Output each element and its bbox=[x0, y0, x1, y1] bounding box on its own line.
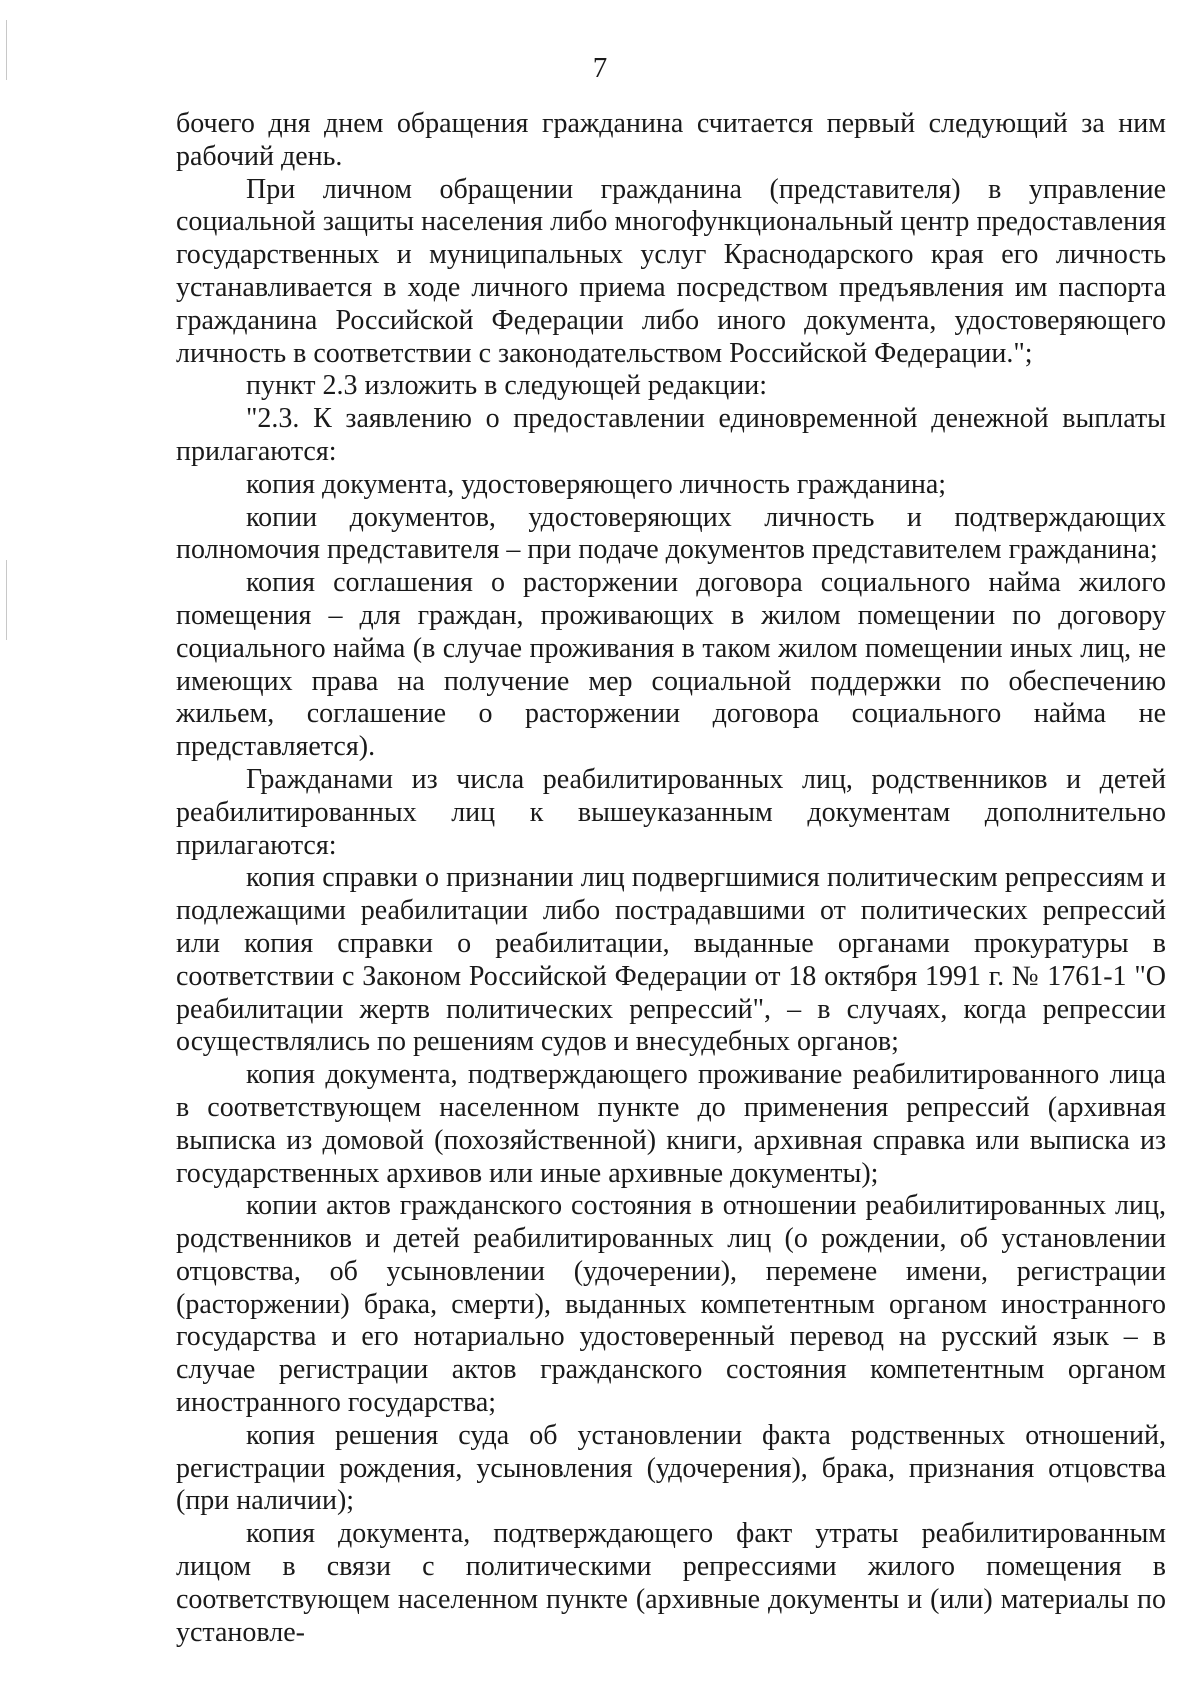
paragraph: копия документа, подтверждающего факт утраты реабилитированным лицом в связи с политическими репрессиями жилого помещения в соответствующем населенном пункте (архивные документы и (или) материалы по установле- bbox=[176, 1518, 1166, 1648]
paragraph: копия соглашения о расторжении договора социального найма жилого помещения – для граждан, проживающих в жилом помещении по договору социального найма (в случае проживания в таком жилом помещении иных лиц, не имеющих права на получение мер социальной поддержки по обеспечению жильем, соглашение о расторжении договора социального найма не представляется). bbox=[176, 567, 1166, 763]
document-body bbox=[176, 108, 1166, 1649]
scan-edge-mark bbox=[6, 560, 7, 640]
paragraph: "2.3. К заявлению о предоставлении единовременной денежной выплаты прилагаются: bbox=[176, 403, 1166, 467]
page-number: 7 bbox=[592, 52, 608, 84]
paragraph: бочего дня днем обращения гражданина считается первый следующий за ним рабочий день. bbox=[176, 108, 1166, 172]
paragraph: копии актов гражданского состояния в отношении реабилитированных лиц, родственников и детей реабилитированных лиц (о рождении, об установлении отцовства, об усыновлении (удочерении), перемене имени, регистрации (расторжении) брака, смерти), выданных компетентным органом иностранного государства и его нотариально удостоверенный перевод на русский язык – в случае регистрации актов гражданского состояния компетентным органом иностранного государства; bbox=[176, 1190, 1166, 1419]
paragraph: При личном обращении гражданина (представителя) в управление социальной защиты населения либо многофункциональный центр предоставления государственных и муниципальных услуг Краснодарского края его личность устанавливается в ходе личного приема посредством предъявления им паспорта гражданина Российской Федерации либо иного документа, удостоверяющего личность в соответствии с законодательством Российской Федерации."; bbox=[176, 173, 1166, 369]
paragraph: копия документа, подтверждающего проживание реабилитированного лица в соответствующем населенном пункте до применения репрессий (архивная выписка из домовой (похозяйственной) книги, архивная справка или выписка из государственных архивов или иные архивные документы); bbox=[176, 1059, 1166, 1189]
paragraph: копия справки о признании лиц подвергшимися политическим репрессиям и подлежащими реабилитации либо пострадавшими от политических репрессий или копия справки о реабилитации, выданные органами прокуратуры в соответствии с Законом Российской Федерации от 18 октября 1991 г. № 1761-1 "О реабилитации жертв политических репрессий", – в случаях, когда репрессии осуществлялись по решениям судов и внесудебных органов; bbox=[176, 862, 1166, 1058]
paragraph: Гражданами из числа реабилитированных лиц, родственников и детей реабилитированных лиц к вышеуказанным документам дополнительно прилагаются: bbox=[176, 763, 1166, 861]
paragraph: копия документа, удостоверяющего личность гражданина; bbox=[246, 468, 947, 500]
paragraph: копии документов, удостоверяющих личность и подтверждающих полномочия представителя – при подаче документов представителем гражданина; bbox=[176, 501, 1166, 566]
paragraph: пункт 2.3 изложить в следующей редакции: bbox=[246, 370, 767, 402]
paragraph: копия решения суда об установлении факта родственных отношений, регистрации рождения, усыновления (удочерения), брака, признания отцовства (при наличии); bbox=[176, 1419, 1166, 1517]
